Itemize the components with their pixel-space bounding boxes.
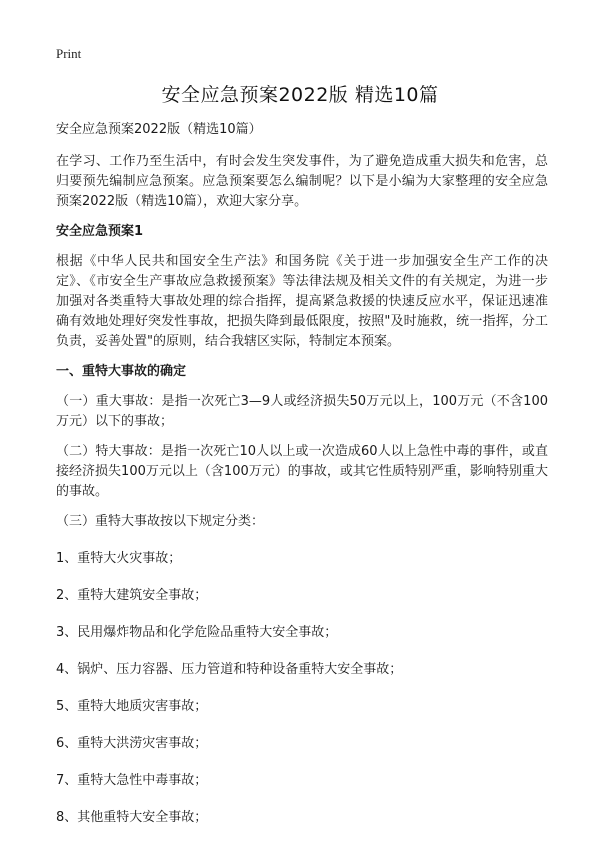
list-item: 4、锅炉、压力容器、压力管道和特种设备重特大安全事故； — [56, 662, 403, 677]
intro-paragraph: 在学习、工作乃至生活中，有时会发生突发事件，为了避免造成重大损失和危害，总归要预先编制应急预案。应急预案要怎么编制呢？以下是小编为大家整理的安全应急预案2022版（精选10篇），欢迎大家分享。 — [56, 154, 548, 209]
list-item: 7、重特大急性中毒事故； — [56, 773, 208, 788]
classification-intro: （三）重特大事故按以下规定分类： — [56, 514, 265, 529]
plan1-heading: 安全应急预案1 — [56, 224, 144, 239]
print-link[interactable]: Print — [56, 46, 82, 61]
special-accident-definition: （二）特大事故：是指一次死亡10人以上或一次造成60人以上急性中毒的事件，或直接经济损失100万元以上（含100万元）的事故，或其它性质特别严重，影响特别重大的事故。 — [56, 444, 548, 499]
list-item: 6、重特大洪涝灾害事故； — [56, 736, 208, 751]
major-accident-definition: （一）重大事故：是指一次死亡3—9人或经济损失50万元以上，100万元（不含100万元）以下的事故； — [56, 394, 548, 429]
list-item: 1、重特大火灾事故； — [56, 551, 182, 566]
document-subtitle: 安全应急预案2022版（精选10篇） — [56, 122, 262, 137]
page-title: 安全应急预案2022版 精选10篇 — [161, 84, 439, 106]
section1-heading: 一、重特大事故的确定 — [56, 364, 187, 379]
list-item: 5、重特大地质灾害事故； — [56, 699, 208, 714]
list-item: 2、重特大建筑安全事故； — [56, 588, 208, 603]
list-item: 3、民用爆炸物品和化学危险品重特大安全事故； — [56, 625, 338, 640]
plan1-paragraph: 根据《中华人民共和国安全生产法》和国务院《关于进一步加强安全生产工作的决定》、《市安全生产事故应急救援预案》等法律法规及相关文件的有关规定，为进一步加强对各类重特大事故处理的综合指挥，提高紧急救援的快速反应水平，保证迅速准确有效地处理好突发性事故，把损失降到最低限度，按照"及时施救，统一指挥，分工负责，妥善处置"的原则，结合我辖区实际，特制定本预案。 — [56, 254, 548, 349]
document-body — [56, 120, 548, 845]
list-item: 8、其他重特大安全事故； — [56, 810, 208, 825]
